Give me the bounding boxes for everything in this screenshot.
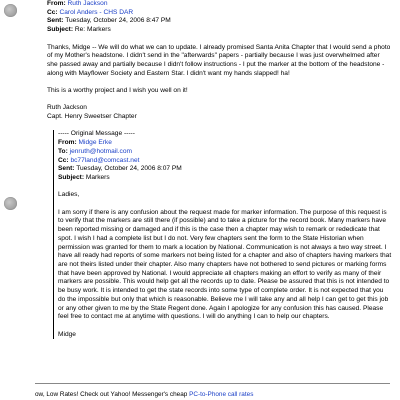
reply-sent-label: Sent: <box>47 17 64 25</box>
reply-cc-label: Cc: <box>47 8 58 16</box>
reply-sent-value: Tuesday, October 24, 2006 8:47 PM <box>65 17 171 25</box>
footer-ad-line <box>35 391 395 399</box>
binder-hole-top <box>4 4 17 17</box>
original-subject-row <box>58 174 392 183</box>
original-from-link[interactable]: Midge Erke <box>78 139 112 147</box>
original-from-label: From: <box>58 139 77 147</box>
reply-body-paragraph-1: Thanks, Midge -- We will do what we can to update. I already promised Santa Anita Chapter that I would send a photo of my Mother's headstone. I didn't send in the "afterwards" papers - partially because I was just overwhelmed after she passed away and partially because I didn't follow instructions - I put the marker at the bottom of the headstone - along with Mayflower Society and Eastern Star. I didn't want my hands slapped! ha! <box>47 43 391 77</box>
reply-from-label: From: <box>47 0 66 7</box>
original-from-row <box>58 139 392 148</box>
reply-body-paragraph-2: This is a worthy project and I wish you well on it! <box>47 87 188 94</box>
original-to-row <box>58 148 392 157</box>
quoted-original-message <box>53 130 392 339</box>
original-sent-label: Sent: <box>58 165 75 173</box>
reply-signature-name: Ruth Jackson <box>47 104 87 112</box>
reply-sent-row <box>47 17 392 26</box>
original-cc-label: Cc: <box>58 156 69 164</box>
footer-ad-text: ow, Low Rates! Check out Yahoo! Messenger's cheap <box>35 391 190 398</box>
reply-from-row <box>47 0 392 9</box>
footer-divider <box>35 383 390 384</box>
original-to-link[interactable]: jenruth@hotmail.com <box>69 147 133 155</box>
original-cc-link[interactable]: bc77land@comcast.net <box>70 156 140 164</box>
email-content <box>47 0 392 339</box>
original-cc-row <box>58 157 392 166</box>
reply-from-link[interactable]: Ruth Jackson <box>67 0 108 7</box>
binder-hole-middle <box>4 197 17 210</box>
original-to-label: To: <box>58 147 68 155</box>
reply-signature-chapter: Capt. Henry Sweetser Chapter <box>47 113 137 121</box>
original-message-divider: ----- Original Message ----- <box>58 130 135 138</box>
footer-ad-link[interactable]: PC-to-Phone call rates <box>189 391 254 398</box>
original-signoff: Midge <box>58 330 76 338</box>
reply-cc-link[interactable]: Carol Anders - CHS DAR <box>59 8 134 16</box>
reply-cc-row <box>47 9 392 18</box>
original-body: I am sorry if there is any confusion about the request made for marker information. The purpose of this request is to verify that the markers are still there (if possible) and to take a picture for the record book. Many markers have been reported missing or damaged and if this is the case then a chapter may wish to remark or rededicate that spot. I wish I had a complete list but I do not. Very few chapters sent the form to the State Historian when permission was granted for them to mark a location by National. Communication is not always a two way street. I have all ready had reports of some markers not being listed for a chapter and also of chapters having markers that are not theirs listed under their chapter. Also many chapters have not bothered to send pictures or marking forms that have been approved by National. I would appreciate all chapters making an effort to verify as many of their markers are possible. This would help get all the records up to date. Please be assured that this is not intended to be busy work. It is intended to get the state records into some type of complete order. It is not expected that you do the impossible but only that which is reasonable. Believe me I will take any and all help I can get to get this job or any other given to me by the State Regent done. Again I apologize for any confusion this has caused. Please feel free to contact me at anytime with questions. I will do anything I can to help our chapters. <box>58 208 392 321</box>
original-subject-value: Markers <box>85 174 110 181</box>
reply-subject-value: Re: Markers <box>74 26 111 34</box>
original-sent-value: Tuesday, October 24, 2006 8:07 PM <box>76 165 182 173</box>
original-subject-label: Subject: <box>58 174 85 181</box>
reply-subject-label: Subject: <box>47 26 74 34</box>
original-greeting: Ladies, <box>58 191 80 199</box>
reply-subject-row <box>47 26 392 35</box>
original-sent-row <box>58 165 392 174</box>
